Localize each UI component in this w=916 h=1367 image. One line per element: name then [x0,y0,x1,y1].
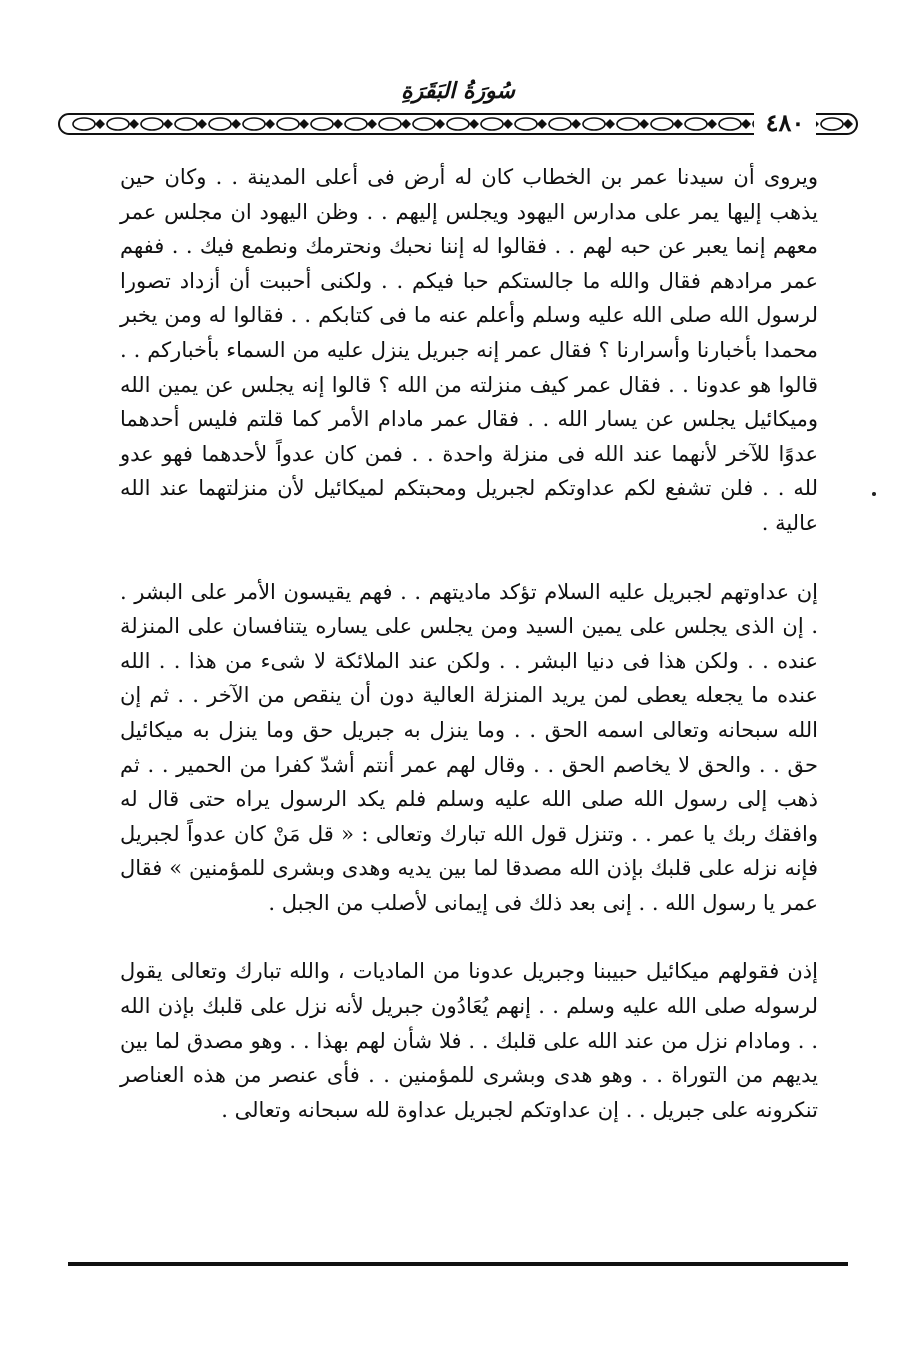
chain-link [719,118,741,130]
chain-link [311,118,333,130]
margin-dot [872,492,876,496]
chain-diamond [197,119,207,129]
chain-diamond [265,119,275,129]
chain-link [651,118,673,130]
chain-link [379,118,401,130]
chain-diamond [129,119,139,129]
chain-link [243,118,265,130]
chain-diamond [435,119,445,129]
chain-link [107,118,129,130]
ornamental-chain-border [58,112,858,136]
chain-link [141,118,163,130]
chain-diamond [843,119,853,129]
chain-diamond [299,119,309,129]
chain-diamond [95,119,105,129]
chain-diamond [503,119,513,129]
page-number: ٤٨٠ [754,108,816,138]
paragraph-3: إذن فقولهم ميكائيل حبيبنا وجبريل عدونا من الماديات ، والله تبارك وتعالى يقول لرسوله صلى الله عليه وسلم . . إنهم يُعَادُون جبريل لأنه نزل على قلبك بإذن الله . . ومادام نزل من عند الله على قلبك . . فلا شأن لهم بهذا . . وهو مصدق لما بين يديهم من التوراة . . وهو هدى وبشرى للمؤمنين . . فأى عنصر من هذه العناصر تنكرونه على جبريل . . إن عداوتكم لجبريل عداوة لله سبحانه وتعالى . [120,959,818,1122]
chain-link [447,118,469,130]
chain-link [515,118,537,130]
chain-diamond [163,119,173,129]
chain-link [345,118,367,130]
chain-link [413,118,435,130]
chain-link [73,118,95,130]
chain-diamond [741,119,751,129]
chain-link [277,118,299,130]
chain-link [617,118,639,130]
chain-diamond [605,119,615,129]
chain-diamond [571,119,581,129]
chain-diamond [673,119,683,129]
chain-diamond [367,119,377,129]
bottom-rule [68,1262,848,1266]
chain-diamond [401,119,411,129]
chain-ornament-icon [58,112,858,136]
chain-link [685,118,707,130]
chain-diamond [231,119,241,129]
chain-diamond [469,119,479,129]
chain-link [175,118,197,130]
paragraph-2: إن عداوتهم لجبريل عليه السلام تؤكد ماديتهم . . فهم يقيسون الأمر على البشر . . إن الذى يجلس على يمين السيد ومن يجلس على يساره يتنافسان على المنزلة عنده . . ولكن هذا فى دنيا البشر . . ولكن عند الملائكة لا شىء من هذا . . الله عنده ما يجعله يعطى لمن يريد المنزلة العالية دون أن ينقص من الآخر . . ثم إن الله سبحانه وتعالى اسمه الحق . . وما ينزل به جبريل حق وما ينزل به ميكائيل حق . . والحق لا يخاصم الحق . . وقال لهم عمر أنتم أشدّ كفرا من الحمير . . ثم ذهب إلى رسول الله صلى الله عليه وسلم فلم يكد الرسول يراه حتى قال له وافقك ربك يا عمر . . وتنزل قول الله تبارك وتعالى : « قل مَنْ كان عدواً لجبريل فإنه نزله على قلبك بإذن الله مصدقا لما بين يديه وهدى وبشرى للمؤمنين » فقال عمر يا رسول الله . . إنى بعد ذلك فى إيمانى لأصلب من الجبل . [120,579,818,915]
chain-link [481,118,503,130]
chain-diamond [707,119,717,129]
chain-diamond [537,119,547,129]
chain-diamond [333,119,343,129]
chain-diamond [639,119,649,129]
chain-link [821,118,843,130]
paragraph-spacer [120,541,818,575]
chain-link [583,118,605,130]
paragraph-1: ويروى أن سيدنا عمر بن الخطاب كان له أرض فى أعلى المدينة . . وكان حين يذهب إليها يمر على مدارس اليهود ويجلس إليهم . . وظن اليهود ان مجلس عمر معهم إنما يعبر عن حبه لهم . . فقالوا له إننا نحبك ونحترمك ونطمع فيك . . ففهم عمر مرادهم فقال والله ما جالستكم حبا فيكم . . ولكنى أحببت أن أزداد تصورا لرسول الله صلى الله عليه وسلم وأعلم عنه ما فى كتابكم . . فقالوا له ومن يخبر محمدا بأخبارنا وأسرارنا ؟ فقال عمر إنه جبريل ينزل عليه من السماء بأخباركم . . قالوا هو عدونا . . فقال عمر كيف منزلته من الله ؟ قالوا إنه يجلس عن يمين الله وميكائيل يجلس عن يسار الله . . فقال عمر مادام الأمر كما قلتم فليس أحدهما عدوًا للآخر لأنهما عند الله فى منزلة واحدة . . فمن كان عدواً لأحدهما فهو عدو لله . . فلن تشفع لكم عداوتكم لجبريل ومحبتكم لميكائيل لأن منزلتهما عند الله عالية . [120,165,818,535]
paragraph-spacer [120,920,818,954]
chain-link [549,118,571,130]
chain-link [209,118,231,130]
surah-title: سُورَةُ البَقَرَةِ [401,78,515,104]
page-body [120,160,818,1127]
